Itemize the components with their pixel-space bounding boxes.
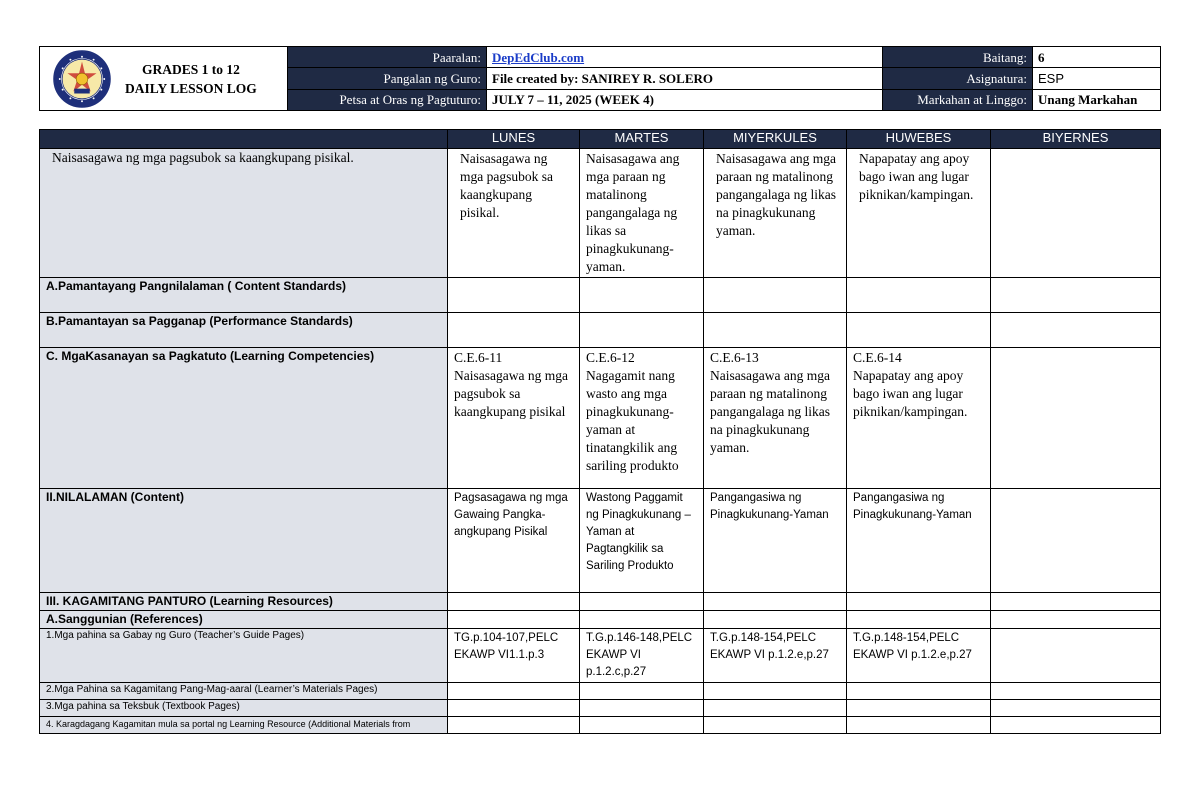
lm-label: 2.Mga Pahina sa Kagamitang Pang-Mag-aaral (Learner’s Materials Pages) (40, 683, 448, 700)
petsa-label: Petsa at Oras ng Pagtuturo: (288, 89, 487, 110)
lesson-log-table (39, 129, 1161, 734)
paaralan-link[interactable]: DepEdClub.com (492, 49, 585, 65)
tg-label: 1.Mga pahina sa Gabay ng Guro (Teacher’s Guide Pages) (40, 629, 448, 683)
deped-seal-icon (53, 50, 111, 108)
title-line1: GRADES 1 to 12 (141, 61, 240, 77)
sanggunian-label: A.Sanggunian (References) (40, 611, 448, 629)
objective-cell: Napapatay ang apoy bago iwan ang lugar piknikan/kampingan. (847, 149, 991, 278)
objective-cell (991, 149, 1161, 278)
asignatura-value: ESP (1033, 68, 1161, 89)
lesson-log-header (39, 46, 1161, 111)
nilalaman-cell: Pangangasiwa ng Pinagkukunang-Yaman (704, 489, 847, 593)
asignatura-label: Asignatura: (883, 68, 1033, 89)
competencies-label: C. MgaKasanayan sa Pagkatuto (Learning Competencies) (40, 348, 448, 489)
competency-cell: C.E.6-14 Napapatay ang apoy bago iwan ang lugar piknikan/kampingan. (847, 348, 991, 489)
day-header: MIYERKULES (704, 130, 847, 149)
nilalaman-cell: Wastong Paggamit ng Pinagkukunang –Yaman at Pagtangkilik sa Sariling Produkto (580, 489, 704, 593)
tg-cell: T.G.p.146-148,PELC EKAWP VI p.1.2.c,p.27 (580, 629, 704, 683)
nilalaman-label: II.NILALAMAN (Content) (40, 489, 448, 593)
tg-cell: T.G.p.148-154,PELC EKAWP VI p.1.2.e,p.27 (704, 629, 847, 683)
nilalaman-cell: Pangangasiwa ng Pinagkukunang-Yaman (847, 489, 991, 593)
performance-standards-label: B.Pamantayan sa Pagganap (Performance Standards) (40, 313, 448, 348)
logo-title-cell (40, 47, 288, 111)
objective-cell: Naisasagawa ng mga pagsubok sa kaangkupang pisikal. (448, 149, 580, 278)
nilalaman-cell (991, 489, 1161, 593)
competency-cell: C.E.6-13 Naisasagawa ang mga paraan ng matalinong pangangalaga ng likas na pinagkukunang yaman. (704, 348, 847, 489)
nilalaman-cell: Pagsasagawa ng mga Gawaing Pangka-angkupang Pisikal (448, 489, 580, 593)
day-header: MARTES (580, 130, 704, 149)
markahan-value: Unang Markahan (1033, 89, 1161, 110)
objective-cell: Naisasagawa ang mga paraan ng matalinong pangangalaga ng likas sa pinagkukunang-yaman. (580, 149, 704, 278)
markahan-label: Markahan at Linggo: (883, 89, 1033, 110)
tg-cell: TG.p.104-107,PELC EKAWP VI1.1.p.3 (448, 629, 580, 683)
tg-cell: T.G.p.148-154,PELC EKAWP VI p.1.2.e,p.27 (847, 629, 991, 683)
day-header: LUNES (448, 130, 580, 149)
petsa-value: JULY 7 – 11, 2025 (WEEK 4) (487, 89, 883, 110)
baitang-value: 6 (1033, 47, 1161, 68)
baitang-label: Baitang: (883, 47, 1033, 68)
guro-label: Pangalan ng Guro: (288, 68, 487, 89)
objective-label: Naisasagawa ng mga pagsubok sa kaangkupang pisikal. (40, 149, 448, 278)
additional-materials-label: 4. Karagdagang Kagamitan mula sa portal ng Learning Resource (Additional Materials from (40, 717, 448, 734)
guro-value: File created by: SANIREY R. SOLERO (487, 68, 883, 89)
title-line2: DAILY LESSON LOG (125, 80, 257, 96)
header-blank (40, 130, 448, 149)
competency-cell: C.E.6-12 Nagagamit nang wasto ang mga pinagkukunang-yaman at tinatangkilik ang sariling produkto (580, 348, 704, 489)
objective-cell: Naisasagawa ang mga paraan ng matalinong pangangalaga ng likas na pinagkukunang yaman. (704, 149, 847, 278)
textbook-label: 3.Mga pahina sa Teksbuk (Textbook Pages) (40, 700, 448, 717)
content-standards-label: A.Pamantayang Pangnilalaman ( Content Standards) (40, 278, 448, 313)
competency-cell (991, 348, 1161, 489)
tg-cell (991, 629, 1161, 683)
day-header: HUWEBES (847, 130, 991, 149)
competency-cell: C.E.6-11 Naisasagawa ng mga pagsubok sa kaangkupang pisikal (448, 348, 580, 489)
day-header: BIYERNES (991, 130, 1161, 149)
paaralan-label: Paaralan: (288, 47, 487, 68)
kagamitan-label: III. KAGAMITANG PANTURO (Learning Resources) (40, 593, 448, 611)
